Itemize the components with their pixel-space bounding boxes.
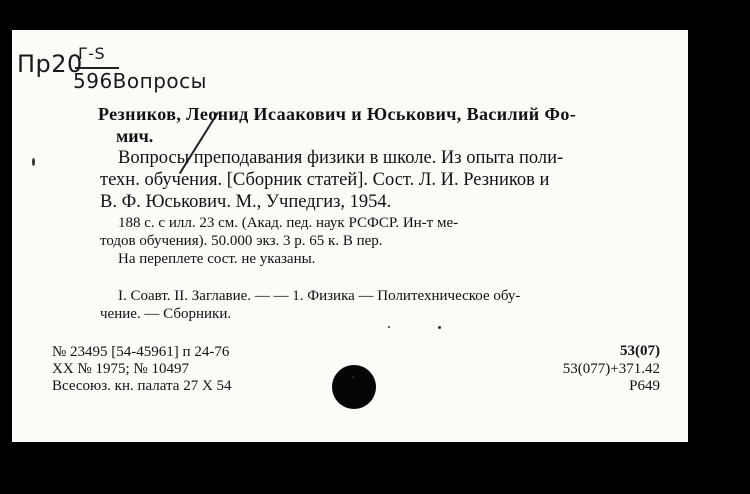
author-line-2: мич. [116, 126, 154, 146]
footer-right-line-2: 53(077)+371.42 [562, 361, 660, 377]
ink-speck [32, 158, 35, 166]
ink-speck [438, 326, 441, 329]
physical-description-1: 188 с. с илл. 23 см. (Акад. пед. наук РСФСР. Ин-т ме- [118, 215, 459, 231]
shelfmark-prefix: Пр20 [17, 50, 83, 78]
ink-speck [388, 326, 390, 328]
shelfmark-top: Г-S [78, 44, 106, 63]
title-line-3: В. Ф. Юськович. М., Учпедгиз, 1954. [100, 192, 392, 212]
footer-left-line-2: XX № 1975; № 10497 [52, 361, 189, 377]
ink-speck [352, 376, 354, 378]
title-line-1: Вопросы преподавания физики в школе. Из опыта поли- [118, 148, 564, 168]
title-line-2: техн. обучения. [Сборник статей]. Сост. Л. И. Резников и [100, 170, 550, 190]
catalog-card [12, 30, 688, 442]
shelfmark-bottom: 596Вопросы [73, 69, 207, 93]
footer-left-line-1: № 23495 [54-45961] п 24-76 [52, 344, 230, 360]
punch-hole [332, 365, 376, 409]
physical-description-2: тодов обучения). 50.000 экз. 3 р. 65 к. В пер. [100, 233, 383, 249]
author-line-1: Резников, Леонид Исаакович и Юськович, Василий Фо- [98, 104, 577, 124]
tracings-line-2: чение. — Сборники. [100, 306, 232, 322]
footer-right-line-1: 53(07) [620, 343, 660, 359]
card-note: На переплете сост. не указаны. [118, 251, 316, 267]
footer-right-line-3: Р649 [629, 378, 660, 394]
tracings-line-1: I. Соавт. II. Заглавие. — — 1. Физика — Политехническое обу- [118, 288, 521, 304]
footer-left-line-3: Всесоюз. кн. палата 27 X 54 [52, 378, 232, 394]
